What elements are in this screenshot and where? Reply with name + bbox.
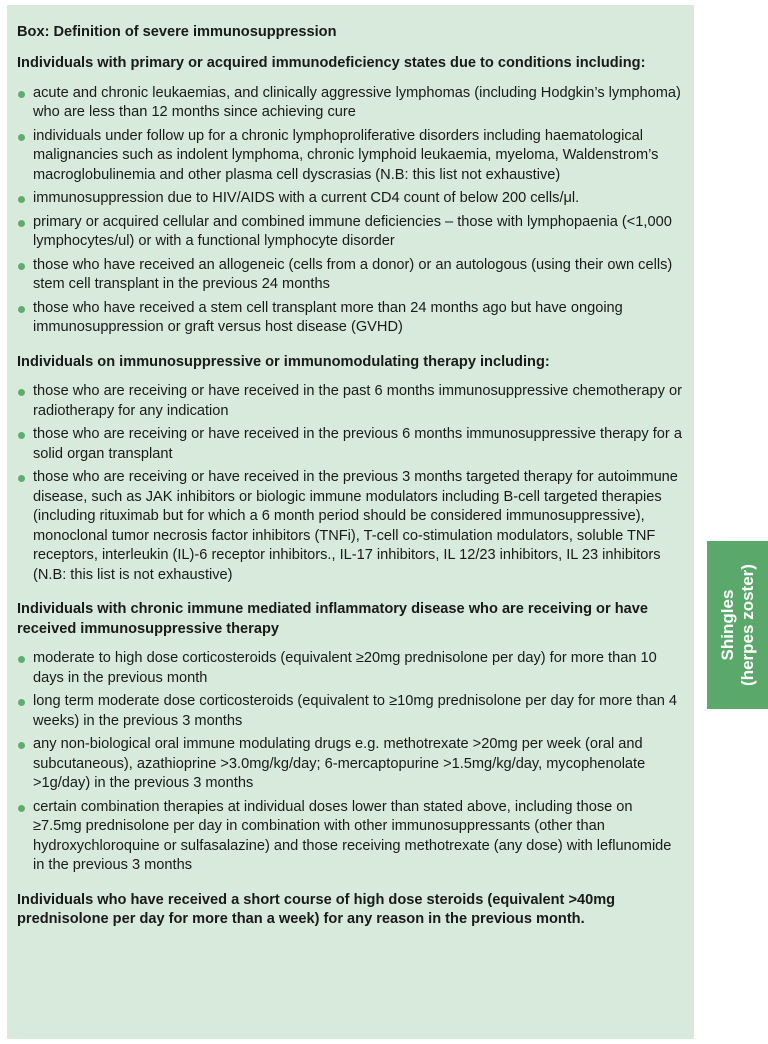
list-item bbox=[17, 735, 682, 794]
list-item bbox=[17, 127, 682, 186]
bullet-icon bbox=[18, 475, 25, 482]
box-title: Box: Definition of severe immunosuppression bbox=[17, 24, 337, 40]
bullet-list bbox=[17, 382, 682, 585]
bullet-icon bbox=[18, 196, 25, 203]
list-item bbox=[17, 382, 682, 421]
list-item-text: any non-biological oral immune modulating drugs e.g. methotrexate >20mg per week (oral and subcutaneous), azathioprine >3.0mg/kg/day; 6-mercaptopurine >1.5mg/kg/day, mycophenolate >1g/day) in the previous 3 months bbox=[33, 736, 646, 791]
section-heading: Individuals with chronic immune mediated inflammatory disease who are receiving or have received immunosuppressive therapy bbox=[17, 601, 648, 637]
side-tab-shingles[interactable] bbox=[707, 541, 768, 709]
section-heading: Individuals on immunosuppressive or immunomodulating therapy including: bbox=[17, 353, 550, 370]
section bbox=[17, 353, 682, 586]
bullet-list bbox=[17, 84, 682, 338]
list-item bbox=[17, 649, 682, 688]
sections-container bbox=[17, 54, 682, 876]
list-item bbox=[17, 798, 682, 876]
list-item-text: moderate to high dose corticosteroids (equivalent ≥20mg prednisolone per day) for more than 10 days in the previous month bbox=[33, 650, 657, 686]
bullet-icon bbox=[18, 389, 25, 396]
bullet-icon bbox=[18, 91, 25, 98]
list-item-text: those who are receiving or have received in the past 6 months immunosuppressive chemotherapy or radiotherapy for any indication bbox=[33, 383, 682, 419]
section bbox=[17, 600, 682, 876]
definition-box bbox=[7, 5, 694, 1039]
bullet-icon bbox=[18, 134, 25, 141]
list-item bbox=[17, 468, 682, 585]
side-tab-label bbox=[718, 564, 758, 686]
section-heading: Individuals with primary or acquired immunodeficiency states due to conditions including: bbox=[17, 55, 646, 71]
list-item-text: those who have received a stem cell transplant more than 24 months ago but have ongoing immunosuppression or graft versus host disease (GVHD) bbox=[33, 299, 623, 335]
list-item bbox=[17, 84, 682, 123]
list-item-text: individuals under follow up for a chronic lymphoproliferative disorders including haematological malignancies such as indolent lymphoma, chronic lymphoid leukaemia, myeloma, Waldenstrom’s macroglobulinemia and other plasma cell dyscrasias (N.B: this list not exhaustive) bbox=[33, 127, 659, 183]
bullet-icon bbox=[18, 220, 25, 227]
side-tab-line1: Shingles bbox=[717, 589, 737, 661]
bullet-icon bbox=[18, 699, 25, 706]
list-item bbox=[17, 692, 682, 731]
list-item-text: acute and chronic leukaemias, and clinically aggressive lymphomas (including Hodgkin’s lymphoma) who are less than 12 months since achieving cure bbox=[33, 84, 681, 120]
list-item-text: certain combination therapies at individual doses lower than stated above, including those on ≥7.5mg prednisolone per day in combination with other immunosuppressants (other than hydroxychloroquine or sulfasalazine) and those receiving methotrexate (any dose) with leflunomide in the previous 3 months bbox=[33, 798, 672, 873]
list-item bbox=[17, 189, 682, 209]
section bbox=[17, 54, 682, 338]
list-item-text: those who are receiving or have received in the previous 3 months targeted therapy for autoimmune disease, such as JAK inhibitors or biologic immune modulators including B-cell targeted therapies (including rituximab but for which a 6 month period should be considered immunosuppressive), monoclonal tumor necrosis factor inhibitors (TNFi), T-cell co-stimulation modulators, soluble TNF receptors, interleukin (IL)-6 receptor inhibitors., IL-17 inhibitors, IL 12/23 inhibitors, IL 23 inhibitors (N.B: this list is not exhaustive) bbox=[33, 469, 678, 583]
bullet-icon bbox=[18, 742, 25, 749]
bullet-icon bbox=[18, 432, 25, 439]
list-item-text: immunosuppression due to HIV/AIDS with a current CD4 count of below 200 cells/μl. bbox=[33, 190, 580, 206]
side-tab-line2: (herpes zoster) bbox=[737, 564, 757, 686]
list-item-text: long term moderate dose corticosteroids (equivalent to ≥10mg prednisolone per day for more than 4 weeks) in the previous 3 months bbox=[33, 693, 677, 729]
bullet-icon bbox=[18, 263, 25, 270]
bullet-icon bbox=[18, 656, 25, 663]
list-item bbox=[17, 425, 682, 464]
list-item-text: primary or acquired cellular and combined immune deficiencies – those with lymphopaenia (<1,000 lymphocytes/ul) or with a functional lymphocyte disorder bbox=[33, 213, 672, 249]
bullet-icon bbox=[18, 306, 25, 313]
list-item bbox=[17, 256, 682, 295]
list-item bbox=[17, 299, 682, 338]
list-item-text: those who have received an allogeneic (cells from a donor) or an autologous (using their own cells) stem cell transplant in the previous 24 months bbox=[33, 256, 673, 292]
list-item-text: those who are receiving or have received in the previous 6 months immunosuppressive therapy for a solid organ transplant bbox=[33, 426, 682, 462]
bullet-list bbox=[17, 649, 682, 876]
list-item bbox=[17, 213, 682, 252]
final-statement: Individuals who have received a short course of high dose steroids (equivalent >40mg prednisolone per day for more than a week) for any reason in the previous month. bbox=[17, 891, 616, 927]
bullet-icon bbox=[18, 805, 25, 812]
